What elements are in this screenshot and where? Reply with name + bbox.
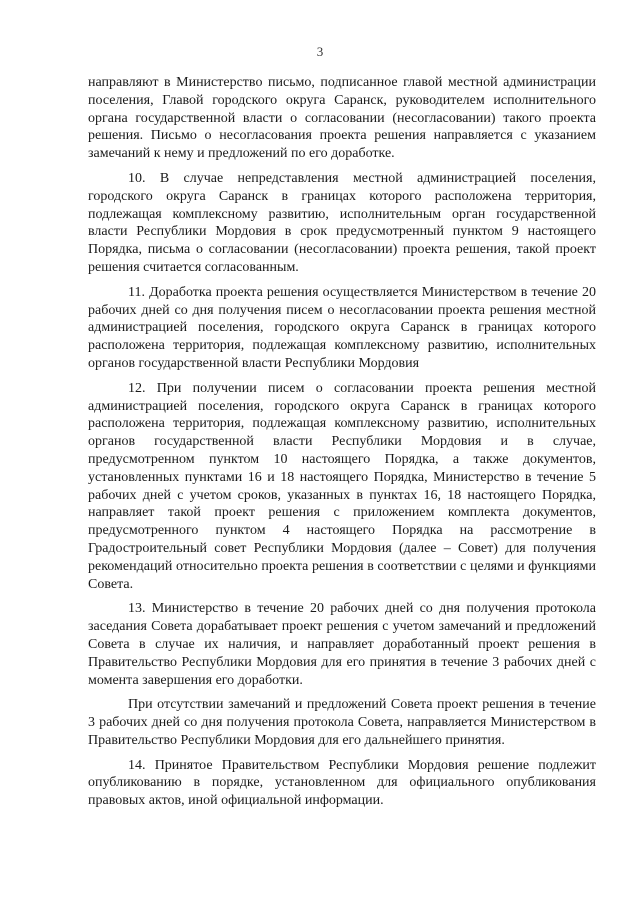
- paragraph-13: 13. Министерство в течение 20 рабочих дней со дня получения протокола заседания Совета дорабатывает проект решения с учетом замечаний и предложений Совета в случае их наличия, и направляет доработанный проект решения в Правительство Республики Мордовия для его принятия в течение 3 рабочих дней с момента завершения его доработки.: [88, 601, 596, 688]
- paragraph-13-continued: При отсутствии замечаний и предложений Совета проект решения в течение 3 рабочих дней со дня получения протокола Совета, направляется Министерством в Правительство Республики Мордовия для его дальнейшего принятия.: [88, 697, 596, 748]
- paragraph-14: 14. Принятое Правительством Республики Мордовия решение подлежит опубликованию в порядке, установленном для официального опубликования правовых актов, иной официальной информации.: [88, 757, 596, 809]
- paragraph-10: 10. В случае непредставления местной администрацией поселения, городского округа Саранск в границах которого расположена территория, подлежащая комплексному развитию, исполнительным орган государственной власти Республики Мордовия в срок предусмотренный пунктом 9 настоящего Порядка, письма о согласовании (несогласовании) проекта решения, такой проект решения считается согласованным.: [88, 170, 596, 275]
- paragraph-11: 11. Доработка проекта решения осуществляется Министерством в течение 20 рабочих дней со дня получения писем о несогласовании проекта решения местной администрацией поселения, городского округа Саранск в границах которого расположена территория, подлежащая комплексному развитию, исполнительных органов государственной власти Республики Мордовия: [88, 284, 596, 371]
- page-number: 3: [316, 44, 324, 59]
- paragraph-12: 12. При получении писем о согласовании проекта решения местной администрацией поселения, городского округа Саранск в границах которого расположена территория, подлежащая комплексному развитию, исполнительных органов государственной власти Республики Мордовия и в случае, предусмотренном пунктом 10 настоящего Порядка, а также документов, установленных пунктами 16 и 18 настоящего Порядка, Министерство в течение 5 рабочих дней с учетом сроков, указанных в пунктах 16, 18 настоящего Порядка, направляет такой проект решения с приложением комплекта документов, предусмотренного пунктом 4 настоящего Порядка на рассмотрение в Градостроительный совет Республики Мордовия (далее – Совет) для получения рекомендаций относительно проекта решения в соответствии с целями и функциями Совета.: [88, 380, 596, 592]
- document-body: [88, 74, 596, 817]
- paragraph-continuation: направляют в Министерство письмо, подписанное главой местной администрации поселения, Главой городского округа Саранск, руководителем исполнительного органа государственной власти о согласовании (несогласовании) такого проекта решения. Письмо о несогласования проекта решения направляется с указанием замечаний к нему и предложений по его доработке.: [88, 75, 596, 162]
